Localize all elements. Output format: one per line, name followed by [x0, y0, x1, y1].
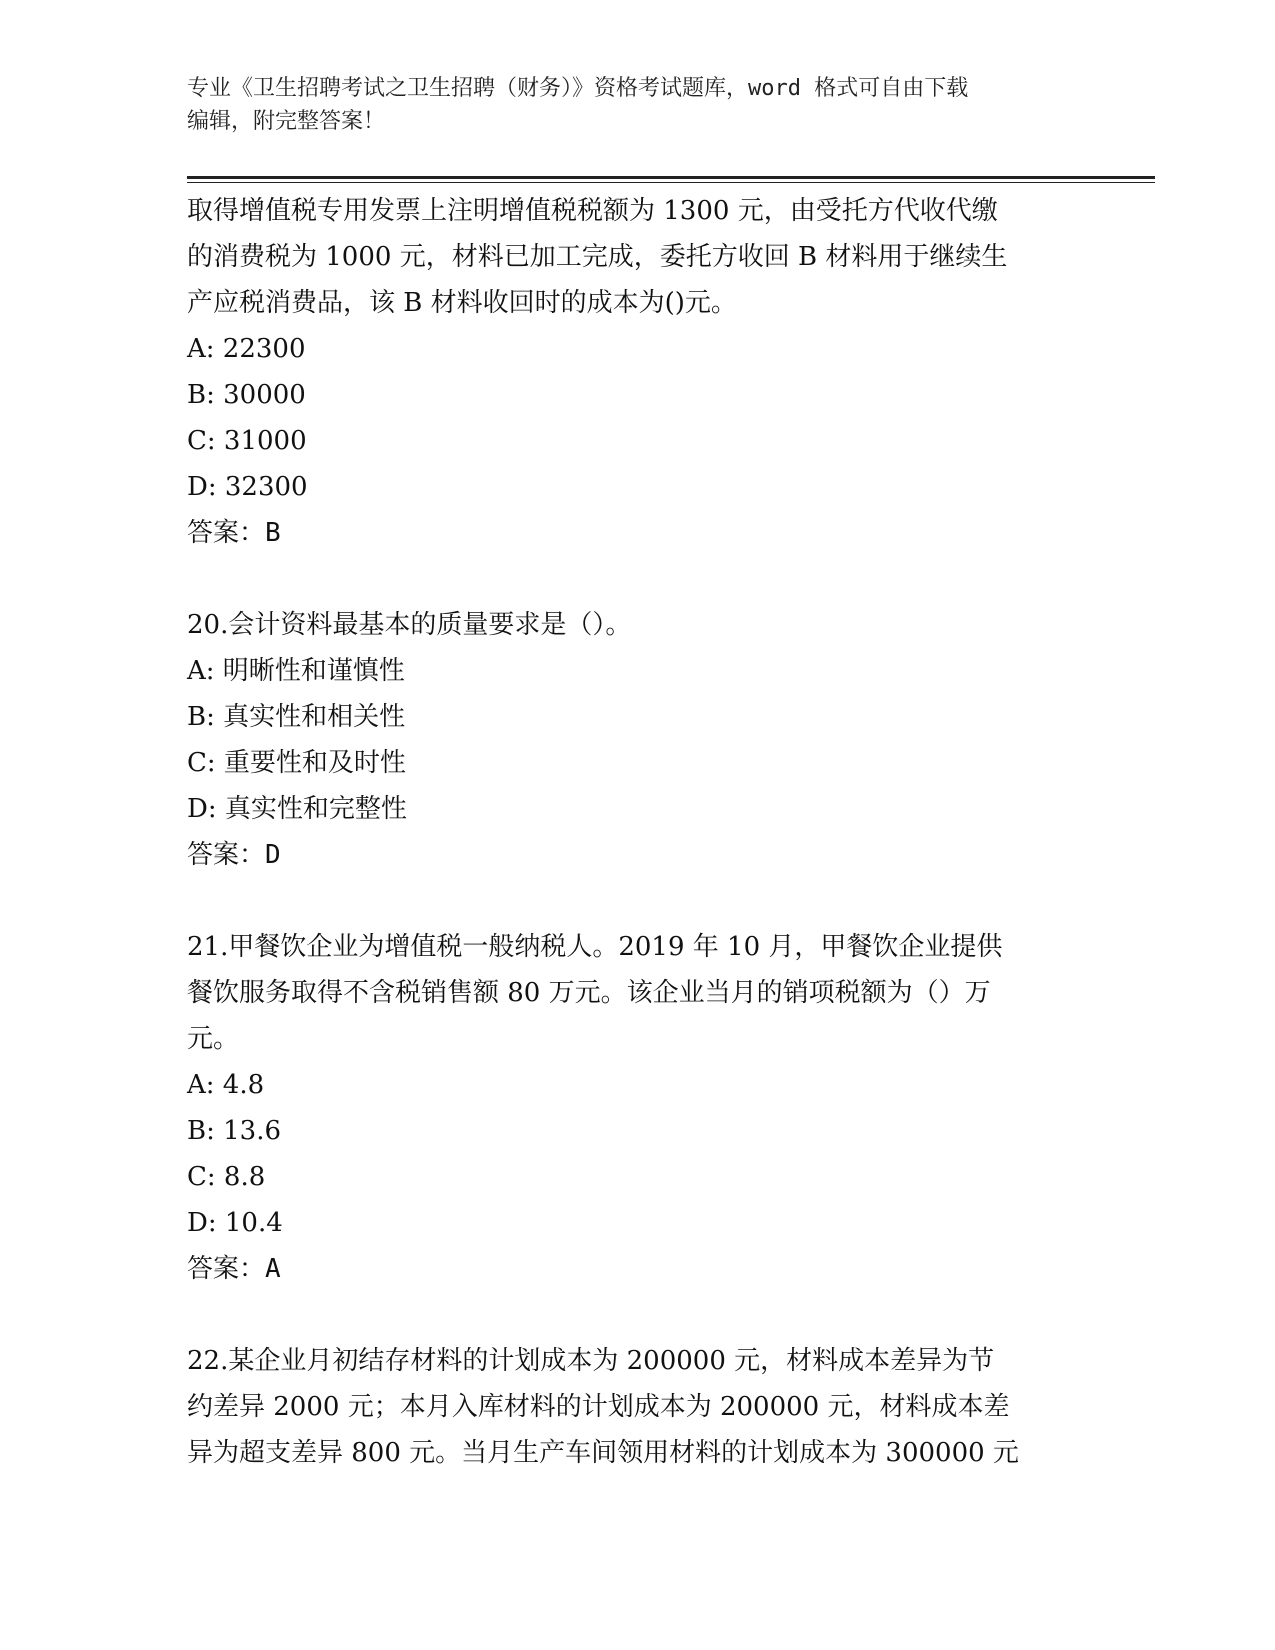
spacer [187, 1292, 1067, 1338]
spacer [187, 556, 1067, 602]
question-list [187, 188, 1067, 1476]
header-divider-thick [187, 176, 1155, 179]
option-a: A: 4.8 [187, 1070, 265, 1100]
answer-line: 答案：B [187, 518, 281, 548]
question-text-line: 餐饮服务取得不含税销售额 80 万元。该企业当月的销项税额为（）万 [187, 978, 991, 1008]
spacer [187, 878, 1067, 924]
option-c: C: 31000 [187, 426, 307, 456]
header-line-1: 专业《卫生招聘考试之卫生招聘（财务）》资格考试题库，word 格式可自由下载 [187, 76, 969, 101]
answer-line: 答案：D [187, 840, 281, 870]
option-d: D: 10.4 [187, 1208, 283, 1238]
question-block [187, 1338, 1067, 1476]
header-line-2: 编辑，附完整答案！ [187, 109, 386, 134]
option-c: C: 8.8 [187, 1162, 266, 1192]
document-header [187, 72, 1087, 138]
question-text-line: 20.会计资料最基本的质量要求是（）。 [187, 610, 632, 640]
question-text-line: 的消费税为 1000 元，材料已加工完成，委托方收回 B 材料用于继续生 [187, 242, 1008, 272]
option-d: D: 真实性和完整性 [187, 794, 407, 824]
option-b: B: 真实性和相关性 [187, 702, 406, 732]
option-b: B: 13.6 [187, 1116, 282, 1146]
question-text-line: 取得增值税专用发票上注明增值税税额为 1300 元，由受托方代收代缴 [187, 196, 998, 226]
question-text-line: 22.某企业月初结存材料的计划成本为 200000 元，材料成本差异为节 [187, 1346, 995, 1376]
question-text-line: 产应税消费品，该 B 材料收回时的成本为()元。 [187, 288, 737, 318]
question-block [187, 924, 1067, 1292]
option-b: B: 30000 [187, 380, 306, 410]
question-text-line: 21.甲餐饮企业为增值税一般纳税人。2019 年 10 月，甲餐饮企业提供 [187, 932, 1003, 962]
question-text-line: 异为超支差异 800 元。当月生产车间领用材料的计划成本为 300000 元 [187, 1438, 1019, 1468]
header-divider-thin [187, 182, 1155, 183]
question-block [187, 188, 1067, 556]
question-block [187, 602, 1067, 878]
question-text-line: 约差异 2000 元；本月入库材料的计划成本为 200000 元，材料成本差 [187, 1392, 1010, 1422]
option-d: D: 32300 [187, 472, 308, 502]
option-c: C: 重要性和及时性 [187, 748, 406, 778]
answer-line: 答案：A [187, 1254, 281, 1284]
option-a: A: 22300 [187, 334, 306, 364]
question-text-line: 元。 [187, 1024, 240, 1054]
option-a: A: 明晰性和谨慎性 [187, 656, 405, 686]
